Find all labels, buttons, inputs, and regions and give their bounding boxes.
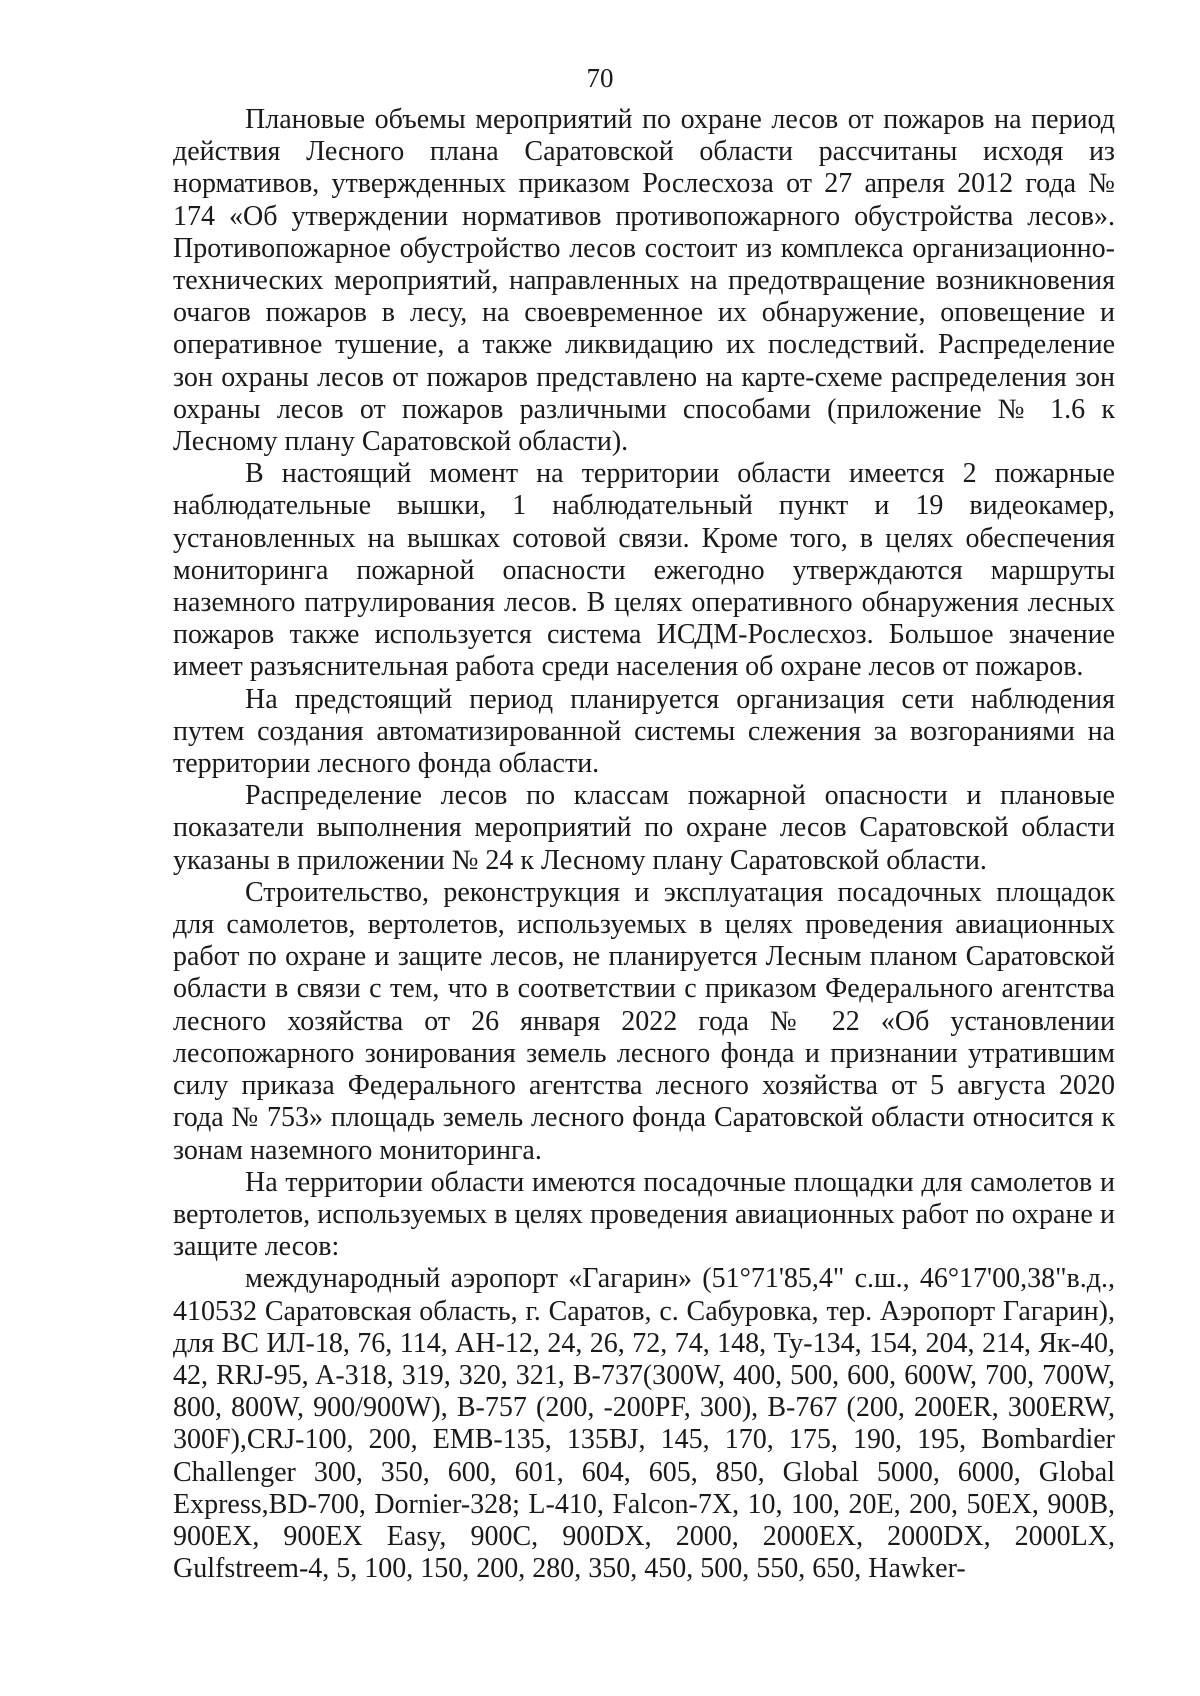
paragraph-fire-protection-volumes: Плановые объемы мероприятий по охране лесов от пожаров на период действия Лесного плана Саратовской области рассчитаны исходя из нормативов, утвержденных приказом Рослесхоза от 27 апреля 2012 года № 174 «Об утверждении нормативов противопожарного обустройства лесов». Противопожарное обустройство лесов состоит из комплекса организационно-технических мероприятий, направленных на предотвращение возникновения очагов пожаров в лесу, на своевременное их обнаружение, оповещение и оперативное тушение, а также ликвидацию их последствий. Распределение зон охраны лесов от пожаров представлено на карте-схеме распределения зон охраны лесов от пожаров различными способами (приложение № 1.6 к Лесному плану Саратовской области). (173, 104, 1115, 458)
paragraph-landing-sites-construction: Строительство, реконструкция и эксплуатация посадочных площадок для самолетов, вертолетов, используемых в целях проведения авиационных работ по охране и защите лесов, не планируется Лесным планом Саратовской области в связи с тем, что в соответствии с приказом Федерального агентства лесного хозяйства от 26 января 2022 года № 22 «Об установлении лесопожарного зонирования земель лесного фонда и признании утратившим силу приказа Федерального агентства лесного хозяйства от 5 августа 2020 года № 753» площадь земель лесного фонда Саратовской области относится к зонам наземного мониторинга. (173, 876, 1115, 1166)
document-body (173, 104, 1115, 1585)
paragraph-monitoring-network: На предстоящий период планируется организация сети наблюдения путем создания автоматизированной системы слежения за возгораниями на территории лесного фонда области. (173, 683, 1115, 780)
paragraph-fire-danger-classes: Распределение лесов по классам пожарной опасности и плановые показатели выполнения мероприятий по охране лесов Саратовской области указаны в приложении № 24 к Лесному плану Саратовской области. (173, 780, 1115, 876)
paragraph-observation-towers: В настоящий момент на территории области имеется 2 пожарные наблюдательные вышки, 1 наблюдательный пункт и 19 видеокамер, установленных на вышках сотовой связи. Кроме того, в целях обеспечения мониторинга пожарной опасности ежегодно утверждаются маршруты наземного патрулирования лесов. В целях оперативного обнаружения лесных пожаров также используется система ИСДМ-Рослесхоз. Большое значение имеет разъяснительная работа среди населения об охране лесов от пожаров. (173, 458, 1115, 683)
paragraph-landing-sites-available: На территории области имеются посадочные площадки для самолетов и вертолетов, используемых в целях проведения авиационных работ по охране и защите лесов: (173, 1166, 1115, 1263)
paragraph-gagarin-airport: международный аэропорт «Гагарин» (51°71'85,4" с.ш., 46°17'00,38"в.д., 410532 Саратовская область, г. Саратов, с. Сабуровка, тер. Аэропорт Гагарин), для ВС ИЛ-18, 76, 114, АН-12, 24, 26, 72, 74, 148, Ту-134, 154, 204, 214, Як-40, 42, RRJ-95, A-318, 319, 320, 321, B-737(300W, 400, 500, 600, 600W, 700, 700W, 800, 800W, 900/900W), B-757 (200, -200PF, 300), B-767 (200, 200ER, 300ERW, 300F),CRJ-100, 200, EMB-135, 135BJ, 145, 170, 175, 190, 195, Bombardier Challenger 300, 350, 600, 601, 604, 605, 850, Global 5000, 6000, Global Express,BD-700, Dornier-328; L-410, Falcon-7X, 10, 100, 20E, 200, 50EX, 900B, 900EX, 900EX Easy, 900C, 900DX, 2000, 2000EX, 2000DX, 2000LX, Gulfstreem-4, 5, 100, 150, 200, 280, 350, 450, 500, 550, 650, Hawker- (173, 1263, 1115, 1585)
page-number: 70 (586, 63, 614, 93)
